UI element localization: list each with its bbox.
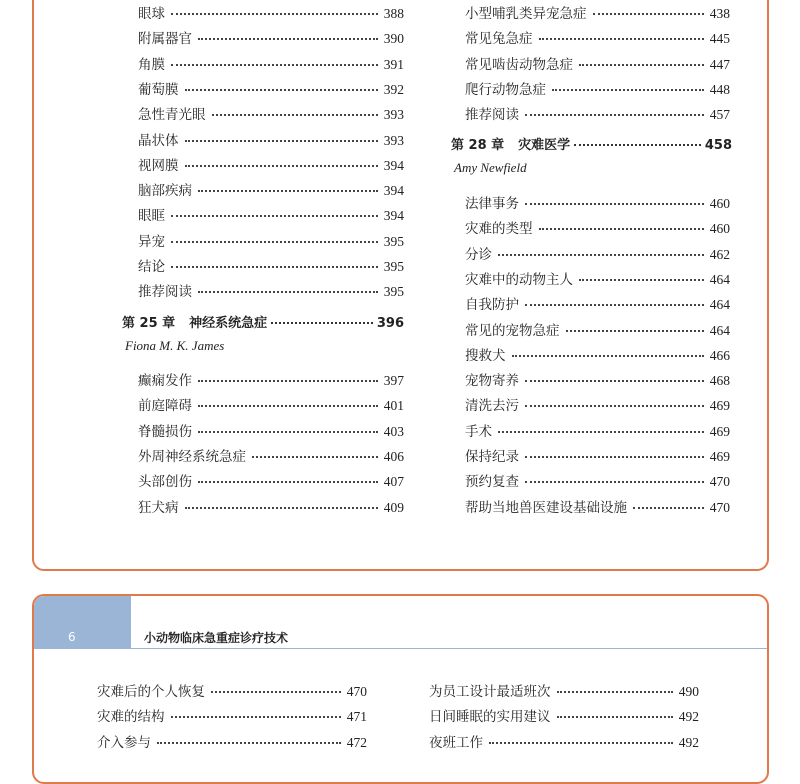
toc-entry-page: 388 xyxy=(383,6,404,21)
toc-entry-page: 394 xyxy=(383,208,404,224)
toc-entry-page: 457 xyxy=(709,107,730,123)
toc-entry-page: 469 xyxy=(709,423,730,439)
toc-entry-page: 464 xyxy=(709,322,730,338)
toc-entry-title: 为员工设计最适班次 xyxy=(429,684,551,700)
chapter-heading[interactable] xyxy=(451,136,732,156)
toc-entry[interactable] xyxy=(465,295,730,315)
dot-leader xyxy=(212,114,378,116)
toc-entry-page: 395 xyxy=(383,284,404,300)
chapter-author: Fiona M. K. James xyxy=(125,338,225,353)
toc-entry[interactable] xyxy=(465,4,730,24)
toc-entry-title: 保持纪录 xyxy=(465,449,519,465)
toc-entry[interactable] xyxy=(138,206,404,226)
toc-entry-title: 灾难中的动物主人 xyxy=(465,271,573,288)
toc-entry[interactable] xyxy=(138,55,404,75)
chapter-title: 神经系统急症 xyxy=(189,316,268,331)
toc-entry-page: 460 xyxy=(709,221,730,237)
toc-entry-title: 预约复查 xyxy=(465,474,519,491)
dot-leader xyxy=(198,481,378,483)
dot-leader xyxy=(185,165,378,167)
dot-leader xyxy=(525,304,704,306)
toc-entry[interactable] xyxy=(138,232,404,252)
toc-entry-title: 自我防护 xyxy=(465,297,519,314)
toc-entry[interactable] xyxy=(138,105,404,125)
toc-entry-title: 帮助当地兽医建设基础设施 xyxy=(465,499,627,516)
toc-entry-title: 夜班工作 xyxy=(429,734,483,751)
page-number-tab xyxy=(34,596,131,648)
chapter-page: 396 xyxy=(376,316,404,331)
dot-leader xyxy=(539,38,704,40)
toc-entry-title: 介入参与 xyxy=(97,734,151,751)
dot-leader xyxy=(525,114,704,116)
toc-entry[interactable] xyxy=(465,80,730,100)
toc-entry-title: 灾难后的个人恢复 xyxy=(97,684,205,700)
toc-entry-title: 脊髓损伤 xyxy=(138,423,192,440)
dot-leader xyxy=(557,716,673,718)
dot-leader xyxy=(185,140,378,142)
toc-entry[interactable] xyxy=(138,156,404,176)
toc-entry-page: 466 xyxy=(709,347,730,363)
toc-entry-page: 401 xyxy=(383,398,404,414)
dot-leader xyxy=(171,241,378,243)
dot-leader xyxy=(552,89,704,91)
dot-leader xyxy=(525,380,704,382)
toc-entry[interactable] xyxy=(138,422,404,442)
toc-entry-page: 393 xyxy=(383,132,404,148)
toc-entry-page: 407 xyxy=(383,474,404,490)
dot-leader xyxy=(633,507,704,509)
chapter-number: 第 28 章 xyxy=(451,138,505,153)
toc-entry-page: 397 xyxy=(383,373,404,388)
toc-entry[interactable] xyxy=(465,194,730,214)
toc-entry-title: 清洗去污 xyxy=(465,398,519,415)
toc-entry[interactable] xyxy=(465,321,730,341)
page-number: 6 xyxy=(68,630,76,644)
toc-entry[interactable] xyxy=(465,447,730,467)
toc-entry[interactable] xyxy=(138,396,404,416)
dot-leader xyxy=(525,456,704,458)
toc-entry-page: 470 xyxy=(709,474,730,490)
toc-card-bottom xyxy=(32,594,769,784)
toc-entry-page: 438 xyxy=(709,6,730,21)
toc-entry[interactable] xyxy=(465,29,730,49)
toc-entry[interactable] xyxy=(138,282,404,302)
dot-leader xyxy=(574,144,701,146)
toc-entry[interactable] xyxy=(465,346,730,366)
dot-leader xyxy=(211,691,341,693)
toc-entry-title: 法律事务 xyxy=(465,196,519,212)
toc-entry[interactable] xyxy=(138,80,404,100)
toc-entry-page: 391 xyxy=(383,56,404,72)
toc-entry-title: 异宠 xyxy=(138,233,165,250)
toc-entry-page: 445 xyxy=(709,31,730,47)
toc-entry-title: 结论 xyxy=(138,259,165,275)
toc-entry[interactable] xyxy=(465,396,730,416)
toc-entry[interactable] xyxy=(465,371,730,391)
toc-entry-title: 前庭障碍 xyxy=(138,398,192,415)
toc-entry-title: 小型哺乳类异宠急症 xyxy=(465,6,587,22)
toc-entry-title: 癫痫发作 xyxy=(138,373,192,389)
toc-entry-page: 394 xyxy=(383,183,404,199)
toc-entry[interactable] xyxy=(138,29,404,49)
toc-entry-title: 头部创伤 xyxy=(138,474,192,491)
toc-entry-title: 视网膜 xyxy=(138,157,179,174)
toc-entry-title: 外周神经系统急症 xyxy=(138,448,246,465)
toc-entry-page: 406 xyxy=(383,448,404,464)
toc-entry-title: 附属器官 xyxy=(138,31,192,48)
dot-leader xyxy=(557,691,673,693)
toc-entry[interactable] xyxy=(465,498,730,518)
toc-entry-title: 灾难的结构 xyxy=(97,709,165,726)
toc-entry-title: 搜救犬 xyxy=(465,347,506,364)
toc-entry[interactable] xyxy=(465,422,730,442)
toc-entry[interactable] xyxy=(465,219,730,239)
dot-leader xyxy=(198,291,378,293)
dot-leader xyxy=(579,64,704,66)
dot-leader xyxy=(198,190,378,192)
toc-entry-title: 狂犬病 xyxy=(138,499,179,516)
toc-entry-page: 393 xyxy=(383,107,404,123)
dot-leader xyxy=(489,742,673,744)
toc-entry-page: 470 xyxy=(709,499,730,515)
toc-entry-title: 角膜 xyxy=(138,56,165,73)
chapter-page: 458 xyxy=(704,138,732,153)
dot-leader xyxy=(198,431,378,433)
dot-leader xyxy=(566,330,704,332)
toc-entry[interactable] xyxy=(97,707,367,727)
dot-leader xyxy=(498,431,704,433)
dot-leader xyxy=(512,355,704,357)
toc-entry[interactable] xyxy=(138,498,404,518)
toc-entry-title: 爬行动物急症 xyxy=(465,81,546,98)
toc-entry[interactable] xyxy=(429,682,699,702)
toc-entry-title: 日间睡眠的实用建议 xyxy=(429,709,551,726)
toc-entry-title: 手术 xyxy=(465,423,492,440)
dot-leader xyxy=(498,254,704,256)
toc-entry[interactable] xyxy=(138,447,404,467)
dot-leader xyxy=(157,742,341,744)
dot-leader xyxy=(171,13,378,15)
chapter-number: 第 25 章 xyxy=(122,316,176,331)
chapter-author: Amy Newfield xyxy=(454,160,527,175)
toc-entry-title: 脑部疾病 xyxy=(138,183,192,200)
toc-entry-page: 492 xyxy=(678,709,699,725)
toc-entry-page: 395 xyxy=(383,233,404,249)
toc-card-top xyxy=(32,0,769,571)
toc-entry-page: 395 xyxy=(383,259,404,274)
dot-leader xyxy=(525,405,704,407)
toc-entry-title: 分诊 xyxy=(465,246,492,263)
toc-entry-page: 462 xyxy=(709,246,730,262)
dot-leader xyxy=(539,228,704,230)
dot-leader xyxy=(198,380,378,382)
dot-leader xyxy=(185,507,378,509)
dot-leader xyxy=(593,13,704,15)
toc-entry[interactable] xyxy=(465,105,730,125)
chapter-title: 灾难医学 xyxy=(518,138,571,153)
toc-entry[interactable] xyxy=(97,682,367,702)
toc-entry-page: 471 xyxy=(346,709,367,725)
dot-leader xyxy=(171,716,341,718)
header-rule xyxy=(34,648,767,649)
dot-leader xyxy=(525,203,704,205)
dot-leader xyxy=(198,405,378,407)
toc-entry-page: 469 xyxy=(709,449,730,464)
toc-entry-page: 470 xyxy=(346,684,367,699)
toc-entry-title: 常见啮齿动物急症 xyxy=(465,56,573,73)
toc-entry[interactable] xyxy=(429,707,699,727)
toc-entry-title: 常见兔急症 xyxy=(465,31,533,48)
toc-entry-title: 晶状体 xyxy=(138,132,179,149)
toc-entry[interactable] xyxy=(138,371,404,391)
toc-entry[interactable] xyxy=(465,245,730,265)
dot-leader xyxy=(252,456,378,458)
toc-entry-page: 392 xyxy=(383,81,404,97)
toc-entry-title: 眼眶 xyxy=(138,208,165,225)
toc-entry[interactable] xyxy=(138,4,404,24)
toc-entry-page: 464 xyxy=(709,297,730,313)
toc-entry-page: 460 xyxy=(709,196,730,211)
toc-entry-title: 急性青光眼 xyxy=(138,107,206,124)
toc-entry[interactable] xyxy=(465,472,730,492)
toc-entry-page: 447 xyxy=(709,56,730,72)
toc-entry[interactable] xyxy=(138,472,404,492)
dot-leader xyxy=(171,64,378,66)
toc-entry-title: 推荐阅读 xyxy=(138,284,192,301)
toc-entry-title: 推荐阅读 xyxy=(465,107,519,124)
dot-leader xyxy=(579,279,704,281)
toc-entry-page: 472 xyxy=(346,734,367,750)
toc-entry-page: 390 xyxy=(383,31,404,47)
dot-leader xyxy=(171,215,378,217)
toc-entry-title: 常见的宠物急症 xyxy=(465,322,560,339)
toc-entry-page: 403 xyxy=(383,423,404,439)
toc-entry[interactable] xyxy=(465,55,730,75)
toc-entry-page: 464 xyxy=(709,271,730,287)
toc-entry-page: 469 xyxy=(709,398,730,414)
toc-entry[interactable] xyxy=(97,733,367,753)
dot-leader xyxy=(525,481,704,483)
toc-entry-title: 宠物寄养 xyxy=(465,373,519,390)
toc-entry-title: 灾难的类型 xyxy=(465,221,533,238)
dot-leader xyxy=(198,38,378,40)
dot-leader xyxy=(271,322,373,324)
book-title: 小动物临床急重症诊疗技术 xyxy=(144,631,289,645)
dot-leader xyxy=(185,89,378,91)
toc-entry-title: 眼球 xyxy=(138,6,165,22)
toc-entry[interactable] xyxy=(429,733,699,753)
toc-entry[interactable] xyxy=(138,131,404,151)
toc-entry-page: 492 xyxy=(678,734,699,750)
toc-entry-page: 490 xyxy=(678,684,699,699)
toc-entry[interactable] xyxy=(465,270,730,290)
toc-entry-page: 394 xyxy=(383,157,404,173)
dot-leader xyxy=(171,266,378,268)
chapter-heading[interactable] xyxy=(122,314,404,334)
toc-entry-page: 409 xyxy=(383,499,404,515)
toc-entry-page: 468 xyxy=(709,373,730,389)
toc-entry-page: 448 xyxy=(709,81,730,97)
toc-entry[interactable] xyxy=(138,181,404,201)
toc-entry[interactable] xyxy=(138,257,404,277)
toc-entry-title: 葡萄膜 xyxy=(138,81,179,98)
